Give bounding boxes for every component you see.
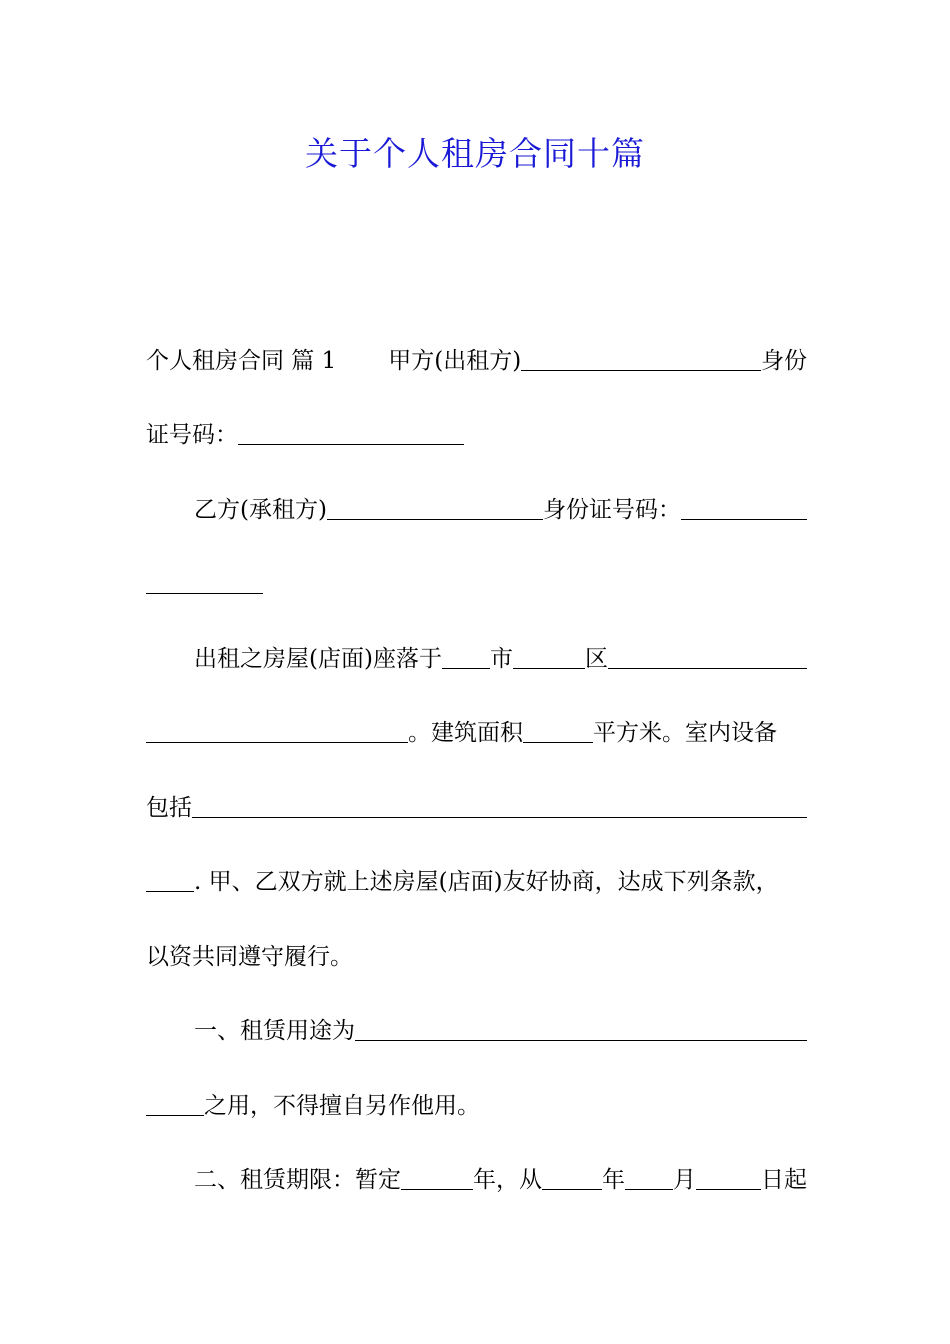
term-years-blank — [401, 1189, 473, 1190]
contract-line-7 — [146, 787, 807, 823]
day-label: 日起 — [761, 1167, 807, 1193]
section-heading: 个人租房合同 篇 1 — [146, 348, 337, 374]
contract-line-6 — [146, 712, 807, 748]
contract-line-2 — [146, 414, 807, 450]
equipment-label: 平方米。室内设备 — [593, 720, 777, 746]
id-label-start: 身份 — [761, 348, 807, 374]
location-label: 出租之房屋(店面)座落于 — [194, 646, 442, 672]
contract-line-12 — [194, 1159, 807, 1195]
contract-line-4 — [146, 563, 807, 599]
from-label: 年，从 — [473, 1167, 542, 1193]
party-b-id-blank-cont — [146, 593, 263, 594]
start-day-blank — [696, 1189, 761, 1190]
includes-label: 包括 — [146, 795, 192, 821]
contract-line-1 — [146, 340, 807, 376]
id-label-end: 证号码： — [146, 422, 238, 448]
address-blank — [608, 668, 807, 669]
party-b-id-label: 身份证号码： — [542, 497, 681, 523]
party-a-id-blank — [238, 444, 464, 445]
party-b-blank — [327, 519, 543, 520]
city-label: 市 — [489, 646, 513, 672]
contract-line-8 — [146, 861, 807, 897]
start-year-blank — [542, 1189, 602, 1190]
contract-line-11 — [146, 1085, 807, 1121]
agreement-text-cont: 以资共同遵守履行。 — [146, 944, 353, 970]
purpose-blank-cont — [146, 1115, 204, 1116]
purpose-blank — [355, 1040, 807, 1041]
clause-1-text: 之用，不得擅自另作他用。 — [204, 1093, 480, 1119]
contract-line-10 — [194, 1010, 807, 1046]
document-title: 关于个人租房合同十篇 — [305, 134, 645, 173]
party-a-blank — [521, 370, 761, 371]
contract-line-9 — [146, 936, 807, 972]
party-b-id-blank — [681, 519, 807, 520]
contract-line-3 — [194, 489, 807, 525]
year-label: 年 — [602, 1167, 625, 1193]
equipment-blank — [192, 817, 807, 818]
district-label: 区 — [584, 646, 608, 672]
start-month-blank — [625, 1189, 673, 1190]
equipment-blank-cont — [146, 891, 194, 892]
month-label: 月 — [673, 1167, 696, 1193]
area-label: 。建筑面积 — [408, 720, 523, 746]
party-a-label: 甲方(出租方) — [388, 348, 522, 374]
contract-line-5 — [194, 638, 807, 674]
clause-1-label: 一、租赁用途为 — [194, 1018, 355, 1044]
address-blank-cont — [146, 742, 408, 743]
party-b-label: 乙方(承租方) — [194, 497, 327, 523]
city-blank — [442, 668, 490, 669]
clause-2-label: 二、租赁期限：暂定 — [194, 1167, 401, 1193]
district-blank — [513, 668, 585, 669]
area-blank — [523, 742, 593, 743]
agreement-text: . 甲、乙双方就上述房屋(店面)友好协商，达成下列条款， — [194, 869, 779, 895]
